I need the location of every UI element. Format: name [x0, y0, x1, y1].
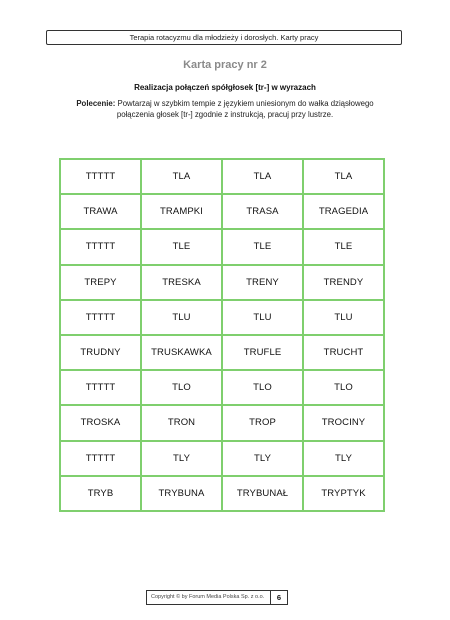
table-cell: TLU — [222, 300, 303, 335]
table-cell: TRYBUNA — [141, 476, 222, 511]
table-row — [60, 335, 384, 370]
instruction-text: Powtarzaj w szybkim tempie z językiem uniesionym do wałka dziąsłowego połączenia głosek [tr-] zgodnie z instrukcją, pracuj przy lustrze. — [115, 99, 374, 119]
table-cell: TTTTT — [60, 159, 141, 194]
table-cell: TLA — [141, 159, 222, 194]
table-cell: TRON — [141, 405, 222, 440]
table-cell: TROCINY — [303, 405, 384, 440]
instruction-label: Polecenie: — [76, 99, 116, 108]
table-cell: TRYPTYK — [303, 476, 384, 511]
table-cell: TRAMPKI — [141, 194, 222, 229]
table-cell: TRESKA — [141, 265, 222, 300]
table-row — [60, 370, 384, 405]
table-row — [60, 229, 384, 264]
table-row — [60, 194, 384, 229]
table-row — [60, 405, 384, 440]
table-cell: TROP — [222, 405, 303, 440]
table-cell: TTTTT — [60, 229, 141, 264]
instruction — [60, 98, 390, 120]
table-cell: TLE — [222, 229, 303, 264]
table-cell: TRAWA — [60, 194, 141, 229]
table-cell: TRYB — [60, 476, 141, 511]
table-row — [60, 159, 384, 194]
table-cell: TROSKA — [60, 405, 141, 440]
table-row — [60, 300, 384, 335]
table-cell: TRASA — [222, 194, 303, 229]
table-cell: TLA — [222, 159, 303, 194]
table-cell: TLO — [303, 370, 384, 405]
table-cell: TRENY — [222, 265, 303, 300]
table-row — [60, 476, 384, 511]
table-cell: TRUDNY — [60, 335, 141, 370]
table-cell: TRENDY — [303, 265, 384, 300]
table-cell: TRUSKAWKA — [141, 335, 222, 370]
page-number: 6 — [270, 590, 288, 605]
table-cell: TLY — [222, 441, 303, 476]
table-cell: TRUFLE — [222, 335, 303, 370]
table-cell: TRUCHT — [303, 335, 384, 370]
table-cell: TLO — [222, 370, 303, 405]
table-row — [60, 265, 384, 300]
table-cell: TLY — [303, 441, 384, 476]
word-table — [59, 158, 385, 512]
table-row — [60, 441, 384, 476]
table-cell: TTTTT — [60, 370, 141, 405]
table-cell: TLO — [141, 370, 222, 405]
table-cell: TLE — [141, 229, 222, 264]
table-cell: TLU — [303, 300, 384, 335]
table-cell: TRYBUNAŁ — [222, 476, 303, 511]
table-cell: TTTTT — [60, 300, 141, 335]
table-cell: TLA — [303, 159, 384, 194]
running-header: Terapia rotacyzmu dla młodzieży i dorosłych. Karty pracy — [46, 30, 402, 45]
table-cell: TLU — [141, 300, 222, 335]
table-cell: TLY — [141, 441, 222, 476]
table-cell: TREPY — [60, 265, 141, 300]
page-footer — [146, 590, 288, 605]
worksheet-subtitle: Realizacja połączeń spółgłosek [tr-] w wyrazach — [134, 83, 316, 92]
table-cell: TTTTT — [60, 441, 141, 476]
copyright-text: Copyright © by Forum Media Polska Sp. z o.o. — [146, 590, 270, 605]
table-cell: TRAGEDIA — [303, 194, 384, 229]
worksheet-title: Karta pracy nr 2 — [183, 59, 267, 71]
table-cell: TLE — [303, 229, 384, 264]
